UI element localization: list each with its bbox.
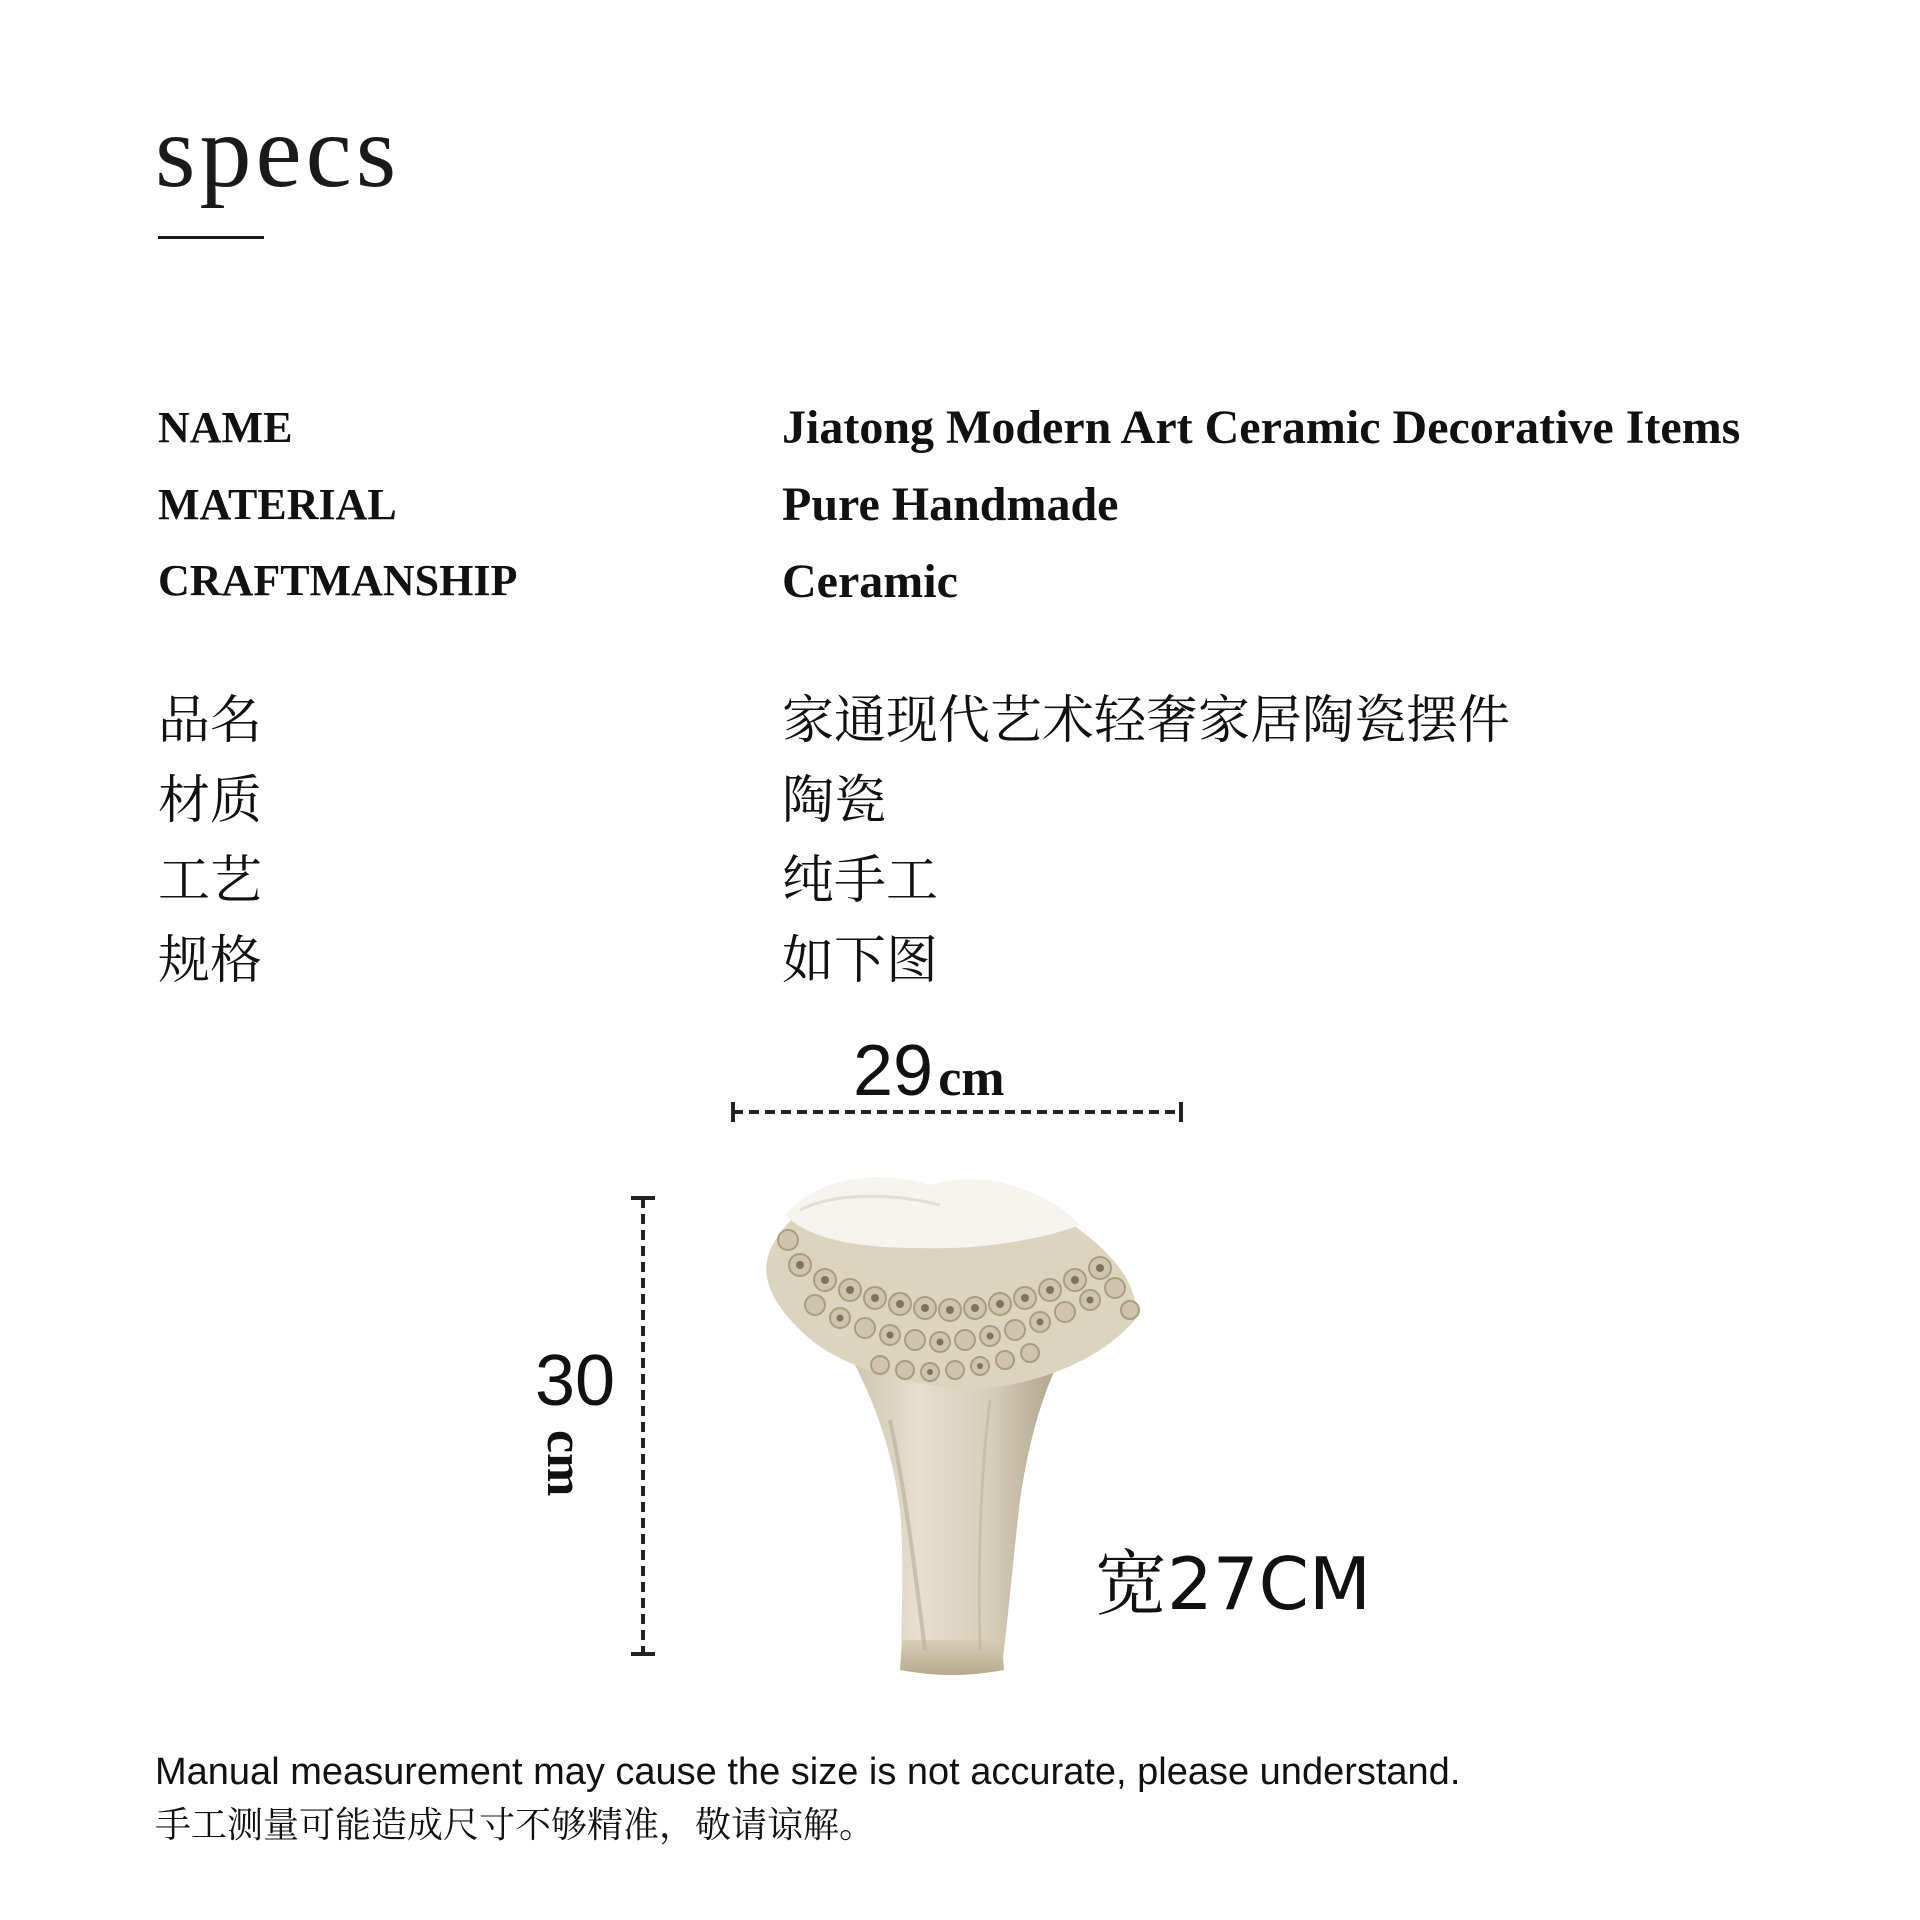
height-unit: cm: [536, 1430, 593, 1497]
spec-label-zh-name: 品名: [158, 691, 263, 751]
height-dimension-line: [625, 1192, 661, 1660]
top-width-value: 29: [853, 1031, 934, 1111]
top-width-dimension-line: [725, 1098, 1185, 1126]
top-width-label: [853, 1031, 1005, 1111]
spec-value-craftmanship: Ceramic: [782, 555, 958, 608]
spec-label-craftmanship: CRAFTMANSHIP: [158, 556, 518, 605]
spec-label-name: NAME: [158, 403, 293, 452]
spec-value-zh-craft: 纯手工: [782, 851, 939, 911]
title-underline: [158, 236, 264, 239]
spec-value-material: Pure Handmade: [782, 478, 1119, 531]
spec-label-zh-craft: 工艺: [158, 851, 263, 911]
measurement-note-zh: 手工测量可能造成尺寸不够精准，敬请谅解。: [155, 1805, 876, 1846]
spec-label-zh-material: 材质: [158, 771, 263, 831]
spec-label-material: MATERIAL: [158, 480, 397, 529]
measurement-note-en: Manual measurement may cause the size is not accurate, please understand.: [155, 1751, 1461, 1793]
spec-value-name: Jiatong Modern Art Ceramic Decorative Items: [782, 401, 1741, 454]
spec-value-zh-material: 陶瓷: [782, 771, 887, 831]
spec-label-zh-size: 规格: [158, 931, 263, 991]
width-label: 宽27CM: [1095, 1542, 1372, 1626]
page-title: specs: [155, 94, 401, 209]
spec-value-zh-size: 如下图: [782, 931, 939, 991]
top-width-unit: cm: [938, 1050, 1005, 1107]
height-value: 30: [535, 1341, 616, 1421]
spec-value-zh-name: 家通现代艺术轻奢家居陶瓷摆件: [782, 691, 1511, 751]
